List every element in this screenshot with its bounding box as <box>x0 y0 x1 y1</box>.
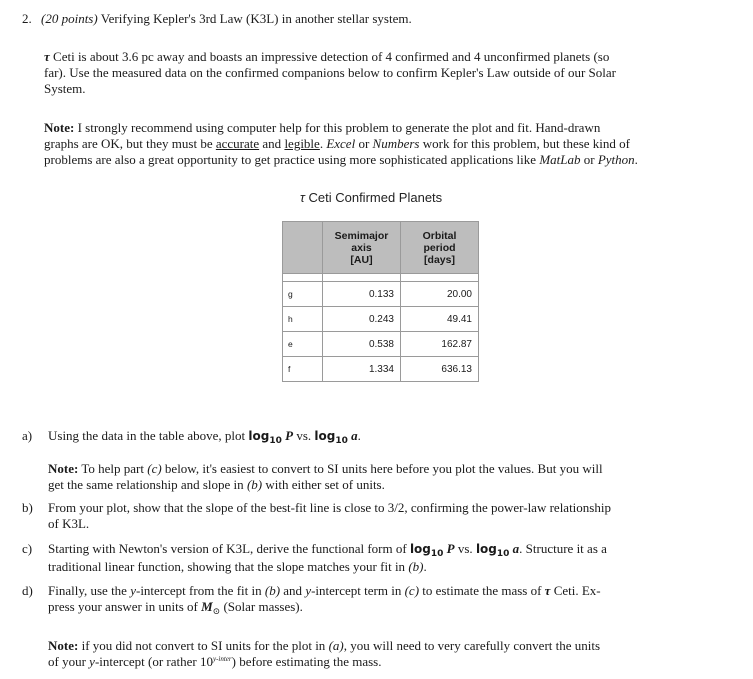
part-b-label: b) <box>22 500 33 515</box>
header-semimajor-axis: Semimajor axis [AU] <box>323 222 401 274</box>
problem-title: Verifying Kepler's 3rd Law (K3L) in another stellar system. <box>100 11 412 26</box>
semimajor-axis-value: 0.243 <box>323 307 401 332</box>
planet-name: g <box>283 282 323 307</box>
header-orbital-period: Orbital period [days] <box>401 222 479 274</box>
problem-points: (20 points) <box>41 11 98 26</box>
problem-header <box>22 11 412 27</box>
part-d-text: Finally, use the y-intercept from the fit in (b) and y-intercept term in (c) to estimate the mass of τ Ceti. Ex- press your answer in units of $M_⊙$ (Solar masses). <box>48 583 601 616</box>
part-a-label: a) <box>22 428 33 443</box>
problem-number: 2. <box>22 11 32 26</box>
part-a-text: Using the data in the table above, plot $\log_{10} P$ vs. $\log_{10} a$. <box>48 428 361 446</box>
semimajor-axis-value: 0.133 <box>323 282 401 307</box>
part-c-label: c) <box>22 541 33 556</box>
orbital-period-value: 49.41 <box>401 307 479 332</box>
table-row <box>283 307 479 332</box>
table-title: τ Ceti Confirmed Planets <box>300 190 443 205</box>
table-row <box>283 282 479 307</box>
table-row <box>283 332 479 357</box>
note-paragraph: Note: I strongly recommend using computer help for this problem to generate the plot and fit. Hand-drawn graphs are OK, but they must be accurate and legible. Excel or Numbers work for this problem, but these kind of problems are also a great opportunity to get practice using more sophisticated applications like MatLab or Python. <box>44 120 638 167</box>
orbital-period-value: 162.87 <box>401 332 479 357</box>
planet-name: e <box>283 332 323 357</box>
orbital-period-value: 636.13 <box>401 357 479 382</box>
planet-name: h <box>283 307 323 332</box>
part-b-text: From your plot, show that the slope of the best-fit line is close to 3/2, confirming the power-law relationship of K3L. <box>48 500 611 531</box>
part-d-note: Note: if you did not convert to SI units for the plot in (a), you will need to very carefully convert the units of your y-intercept (or rather $10^{y-inter}$) before estimating the mass. <box>48 638 601 669</box>
semimajor-axis-value: 1.334 <box>323 357 401 382</box>
part-c-text: Starting with Newton's version of K3L, derive the functional form of $\log_{10} P$ vs. $\log_{10} a$. Structure it as a traditional linear function, showing that the slope matches your fit in (b). <box>48 541 607 574</box>
orbital-period-value: 20.00 <box>401 282 479 307</box>
table-row <box>283 357 479 382</box>
intro-paragraph: τ Ceti is about 3.6 pc away and boasts an impressive detection of 4 confirmed and 4 unconfirmed planets (so far). Use the measured data on the confirmed companions below to confirm Kepler's Law outside of our Solar System. <box>44 49 616 96</box>
planets-table <box>282 221 479 382</box>
part-a-note: Note: To help part (c) below, it's easiest to convert to SI units here before you plot the values. But you will get the same relationship and slope in (b) with either set of units. <box>48 461 603 492</box>
planet-name: f <box>283 357 323 382</box>
table-corner-cell <box>283 222 323 274</box>
part-d-label: d) <box>22 583 33 598</box>
semimajor-axis-value: 0.538 <box>323 332 401 357</box>
